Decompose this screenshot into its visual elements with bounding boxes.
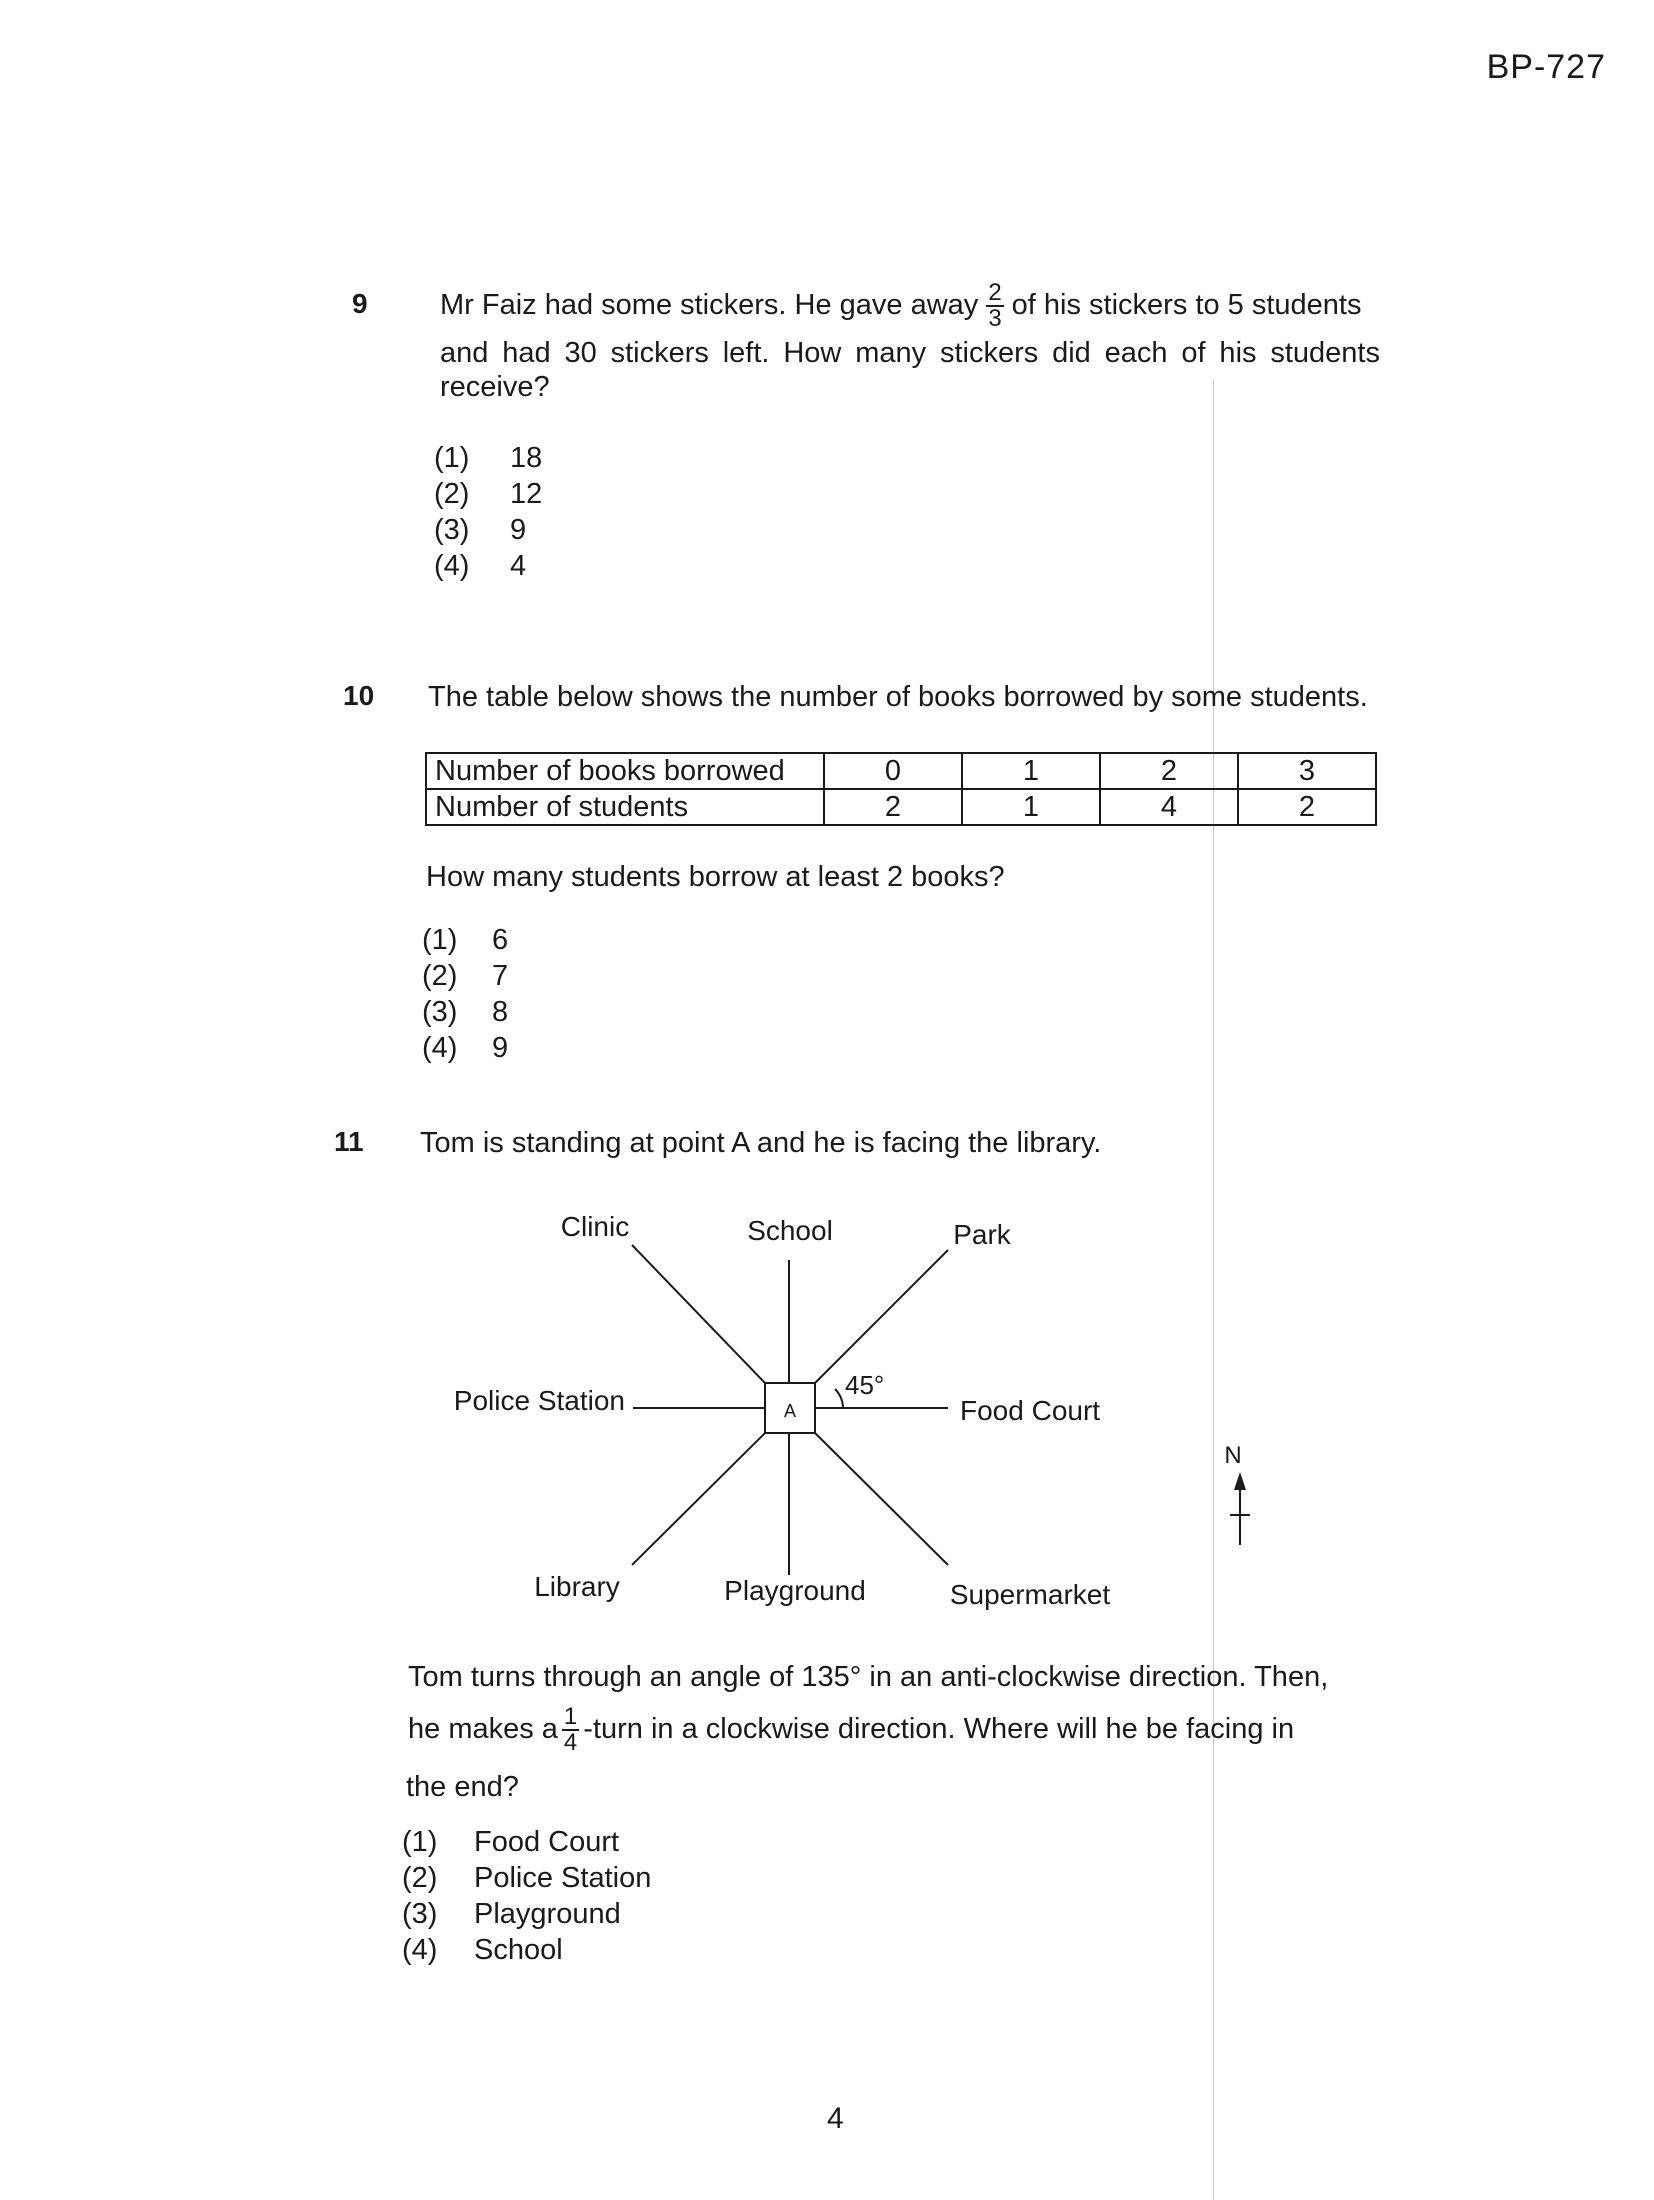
- q9-option-4-label: (4): [434, 550, 470, 582]
- table-row-header: Number of books borrowed: [426, 753, 824, 789]
- table-cell: 0: [824, 753, 962, 789]
- q11-fraction: [562, 1705, 579, 1755]
- q9-text-part1: Mr Faiz had some stickers. He gave away: [440, 289, 979, 321]
- q11-text-line2-part2: -turn in a clockwise direction. Where will he be facing in: [583, 1713, 1295, 1745]
- q11-text-line3: the end?: [406, 1771, 519, 1803]
- q10-option-2-text: 7: [492, 960, 509, 992]
- question-10-number: 10: [343, 680, 375, 711]
- q9-option-1-label: (1): [434, 442, 470, 474]
- q9-option-4-text: 4: [510, 550, 527, 582]
- question-10-question: How many students borrow at least 2 books?: [426, 861, 1005, 893]
- ray-clinic: [632, 1245, 765, 1383]
- q11-option-3-text: Playground: [474, 1898, 621, 1930]
- q9-fraction-denominator: 3: [988, 305, 1002, 333]
- q11-option-1[interactable]: [402, 1824, 651, 1860]
- label-supermarket: Supermarket: [949, 1579, 1111, 1610]
- ray-supermarket: [815, 1433, 948, 1565]
- q11-option-4[interactable]: [402, 1932, 651, 1968]
- q11-fraction-numerator: 1: [563, 1703, 578, 1731]
- paper-code: BP-727: [1486, 48, 1606, 86]
- q11-text-line2-part1: he makes a: [408, 1713, 558, 1745]
- ray-park: [815, 1250, 948, 1383]
- ray-library: [632, 1433, 765, 1565]
- q11-fraction-denominator: 4: [563, 1729, 578, 1757]
- angle-label: 45°: [845, 1370, 885, 1400]
- q9-option-3-text: 9: [510, 514, 527, 546]
- q11-option-4-label: (4): [402, 1934, 438, 1966]
- question-11-intro: Tom is standing at point A and he is facing the library.: [420, 1127, 1102, 1159]
- q10-option-2-label: (2): [422, 960, 458, 992]
- label-library: Library: [534, 1571, 620, 1602]
- question-11-number: 11: [334, 1126, 364, 1157]
- table-row-header: Number of students: [426, 789, 824, 825]
- table-cell: 1: [962, 789, 1100, 825]
- question-9-number: 9: [352, 288, 368, 319]
- q11-options: [402, 1824, 651, 1968]
- label-clinic: Clinic: [560, 1211, 630, 1242]
- q9-option-2-text: 12: [510, 478, 543, 510]
- q9-option-3-label: (3): [434, 514, 470, 546]
- q11-option-4-text: School: [474, 1934, 563, 1966]
- q11-option-1-label: (1): [402, 1826, 438, 1858]
- q11-option-2-label: (2): [402, 1862, 438, 1894]
- q10-option-4-label: (4): [422, 1032, 458, 1064]
- q11-text-line1: Tom turns through an angle of 135° in an anti-clockwise direction. Then,: [408, 1661, 1329, 1693]
- label-school: School: [747, 1215, 833, 1246]
- question-10-intro: The table below shows the number of books borrowed by some students.: [428, 681, 1368, 713]
- q11-option-3-label: (3): [402, 1898, 438, 1930]
- label-park: Park: [953, 1219, 1011, 1250]
- q10-option-3-label: (3): [422, 996, 458, 1028]
- table-cell: 2: [1238, 789, 1376, 825]
- q9-text-line2: and had 30 stickers left. How many stickers did each of his students receive?: [440, 337, 1380, 403]
- table-cell: 4: [1100, 789, 1238, 825]
- label-playground: Playground: [724, 1575, 866, 1606]
- q9-fraction-numerator: 2: [988, 279, 1002, 307]
- q9-option-1-text: 18: [510, 442, 543, 474]
- page-number: 4: [827, 2102, 844, 2135]
- angle-arc: [835, 1389, 843, 1408]
- q11-text-line2: [408, 1704, 1348, 1755]
- north-label: N: [1224, 1442, 1242, 1469]
- q10-option-3-text: 8: [492, 996, 509, 1028]
- q10-option-4-text: 9: [492, 1032, 509, 1064]
- table-cell: 1: [962, 753, 1100, 789]
- label-food-court: Food Court: [960, 1395, 1101, 1426]
- q11-option-2[interactable]: [402, 1860, 651, 1896]
- q11-option-1-text: Food Court: [474, 1826, 620, 1858]
- q10-option-1-label: (1): [422, 924, 458, 956]
- q9-text-part2: of his stickers to 5 students: [1011, 289, 1362, 321]
- q9-option-2-label: (2): [434, 478, 470, 510]
- table-cell: 2: [1100, 753, 1238, 789]
- q11-option-3[interactable]: [402, 1896, 651, 1932]
- q11-option-2-text: Police Station: [474, 1862, 652, 1894]
- table-cell: 2: [824, 789, 962, 825]
- table-cell: 3: [1238, 753, 1376, 789]
- label-police-station: Police Station: [453, 1385, 625, 1416]
- point-a-label: A: [783, 1401, 797, 1421]
- q10-option-1-text: 6: [492, 924, 509, 956]
- north-arrow-icon: [1234, 1472, 1246, 1490]
